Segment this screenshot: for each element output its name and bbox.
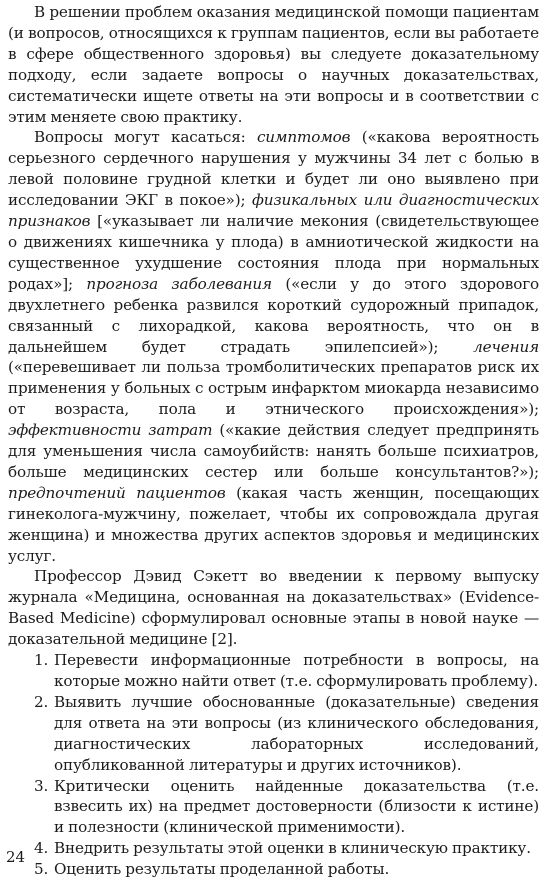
ebm-steps-list xyxy=(8,650,539,880)
italic-term: предпочтений пациентов xyxy=(8,483,226,502)
list-item-number: 5. xyxy=(34,860,49,879)
list-item-number: 3. xyxy=(34,776,49,795)
text-run: [«указывает ли наличие мекония (свидетельствующее о движениях кишечника у плода) в амниотической жидкости на существенное ухудшение состояния плода при нормальных родах»]; xyxy=(8,212,539,293)
italic-term: лечения xyxy=(473,337,539,356)
list-item-text: Критически оценить найденные доказательства (т.е. взвесить их) на предмет достоверности (близости к истине) и полезности (клинической применимости). xyxy=(54,776,539,837)
list-item xyxy=(8,838,539,859)
italic-term: физикальных или диагностических признаков xyxy=(8,191,539,231)
list-item xyxy=(8,650,539,692)
body-text xyxy=(8,2,539,880)
text-run: В решении проблем оказания медицинской помощи пациентам (и вопросов, относящихся к группам пациентов, если вы работаете в сфере общественного здоровья) вы следуете доказательному подходу, если задаете вопросы о научных доказательствах, систематически ищете ответы на эти вопросы и в соответствии с этим меняете свою практику. xyxy=(8,3,539,126)
list-item-text: Перевести информационные потребности в вопросы, на которые можно найти ответ (т.е. сформулировать проблему). xyxy=(54,651,539,690)
text-run: Профессор Дэвид Сэкетт во введении к первому выпуску журнала «Медицина, основанная на доказательствах» (Evidence-Based Medicine) сформулировал основные этапы в новой науке — доказательной медицине [2]. xyxy=(8,567,539,649)
list-item xyxy=(8,692,539,776)
text-run: («какие действия следует предпринять для уменьшения числа самоубийств: нанять больше психиатров, больше медицинских сестер или больше консультантов?»); xyxy=(8,421,539,481)
list-item-text: Внедрить результаты этой оценки в клиническую практику. xyxy=(54,839,531,858)
text-run: («какова вероятность серьезного сердечного нарушения у мужчины 34 лет с болью в левой половине грудной клетки и будет ли оно выявлено при исследовании ЭКГ в покое»); xyxy=(8,128,539,210)
text-run: («перевешивает ли польза тромболитических препаратов риск их применения у больных с острым инфарктом миокарда независимо от возраста, пола и этнического происхождения»); xyxy=(8,358,539,419)
italic-term: прогноза заболевания xyxy=(86,274,272,293)
paragraph-intro xyxy=(8,2,539,127)
italic-term: симптомов xyxy=(256,128,351,147)
list-item xyxy=(8,859,539,880)
italic-term: эффективности затрат xyxy=(8,421,213,440)
text-run: Вопросы могут касаться: xyxy=(34,128,257,147)
list-item-text: Оценить результаты проделанной работы. xyxy=(54,860,390,879)
paragraph-question-types xyxy=(8,127,539,566)
list-item xyxy=(8,776,539,839)
page-number: 24 xyxy=(6,848,26,866)
text-run: («если у до этого здорового двухлетнего ребенка развился короткий судорожный припадок, связанный с лихорадкой, какова вероятность, что он в дальнейшем будет страдать эпилепсией»); xyxy=(8,274,539,356)
list-item-number: 2. xyxy=(34,692,49,711)
paragraph-sackett xyxy=(8,566,539,650)
list-item-number: 1. xyxy=(34,651,49,670)
list-item-number: 4. xyxy=(34,839,49,858)
text-run: (какая часть женщин, посещающих гинеколога-мужчину, пожелает, чтобы их сопровождала другая женщина) и множества других аспектов здоровья и медицинских услуг. xyxy=(8,483,539,565)
list-item-text: Выявить лучшие обоснованные (доказательные) сведения для ответа на эти вопросы (из клинического обследования, диагностических лабораторных исследований, опубликованной литературы и других источников). xyxy=(54,692,539,774)
